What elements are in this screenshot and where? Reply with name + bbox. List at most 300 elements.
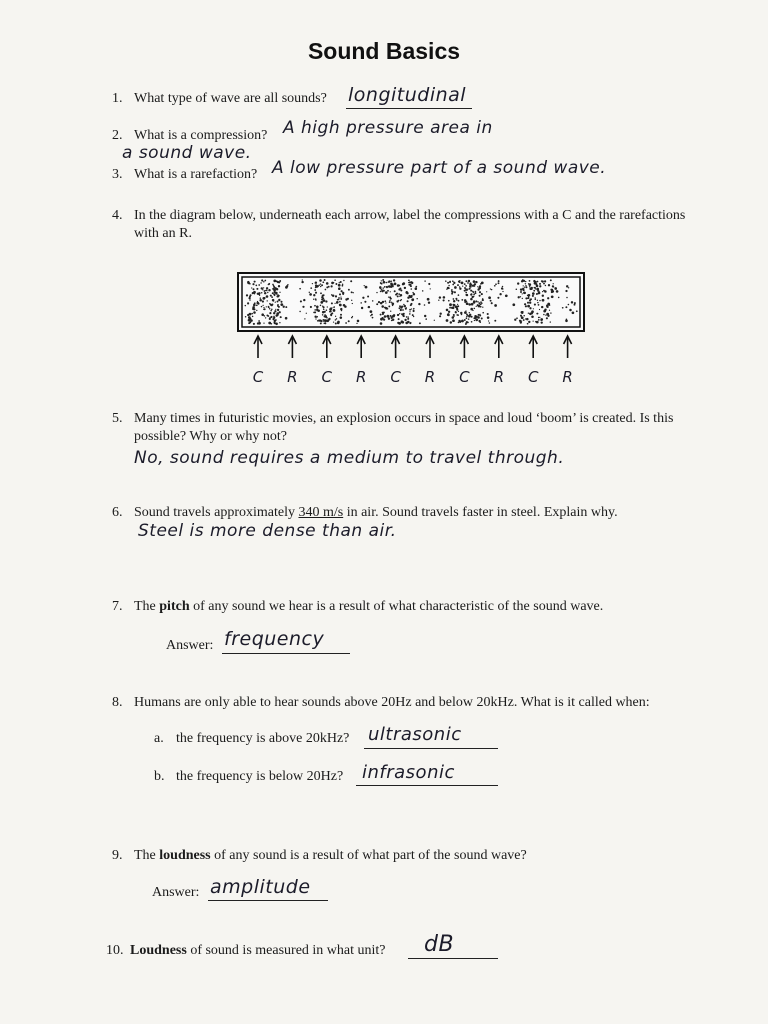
arrow-label: C xyxy=(321,368,333,386)
particle-dot xyxy=(272,284,274,286)
particle-dot xyxy=(252,308,254,310)
particle-dot xyxy=(489,322,491,324)
particle-dot xyxy=(338,287,341,290)
arrow-label: C xyxy=(459,368,470,386)
particle-dot xyxy=(331,302,333,304)
particle-dot xyxy=(378,301,380,303)
particle-dot xyxy=(446,289,447,290)
question-number: 9. xyxy=(112,848,123,863)
particle-dot xyxy=(342,293,344,295)
particle-dot xyxy=(376,303,378,305)
particle-dot xyxy=(269,303,271,305)
particle-dot xyxy=(462,285,463,286)
particle-dot xyxy=(413,310,415,312)
answer-line xyxy=(364,748,498,749)
particle-dot xyxy=(258,322,261,325)
particle-dot xyxy=(461,282,464,285)
particle-dot xyxy=(245,305,246,306)
particle-dot xyxy=(525,305,527,307)
particle-dot xyxy=(401,299,402,300)
particle-dot xyxy=(271,309,273,311)
particle-dot xyxy=(320,320,322,322)
particle-dot xyxy=(340,316,343,319)
particle-dot xyxy=(322,281,324,283)
particle-dot xyxy=(277,309,279,311)
particle-dot xyxy=(339,301,341,303)
particle-dot xyxy=(538,319,540,321)
particle-dot xyxy=(258,320,260,322)
particle-dot xyxy=(259,295,260,296)
arrow-label: C xyxy=(252,368,264,386)
particle-dot xyxy=(451,293,453,295)
particle-dot xyxy=(263,322,264,323)
particle-dot xyxy=(367,295,369,297)
particle-dot xyxy=(395,294,397,296)
question-text: Many times in futuristic movies, an explosion occurs in space and loud ‘boom’ is created. Is this xyxy=(134,411,674,426)
particle-dot xyxy=(302,279,303,280)
particle-dot xyxy=(264,315,266,317)
particle-dot xyxy=(458,322,460,324)
particle-dot xyxy=(394,283,397,286)
particle-dot xyxy=(539,283,541,285)
particle-dot xyxy=(263,307,264,308)
particle-dot xyxy=(324,279,326,281)
particle-dot xyxy=(413,308,414,309)
particle-dot xyxy=(364,301,366,303)
particle-dot xyxy=(267,300,268,301)
particle-dot xyxy=(408,280,410,282)
particle-dot xyxy=(365,286,368,289)
particle-dot xyxy=(449,281,451,283)
particle-dot xyxy=(499,293,501,295)
particle-dot xyxy=(368,306,370,308)
sound-wave-diagram xyxy=(237,272,585,332)
particle-dot xyxy=(533,290,535,292)
particle-dot xyxy=(470,293,472,295)
particle-dot xyxy=(501,287,503,289)
question-text: the frequency is below 20Hz? xyxy=(176,769,344,784)
particle-dot xyxy=(253,304,256,307)
particle-dot xyxy=(269,308,271,310)
question-number: 2. xyxy=(112,128,123,143)
arrow-label: R xyxy=(287,368,298,386)
particle-dot xyxy=(469,285,472,288)
particle-dot xyxy=(523,280,525,282)
particle-dot xyxy=(325,300,327,302)
particle-dot xyxy=(312,283,313,284)
particle-dot xyxy=(391,320,393,322)
particle-dot xyxy=(475,318,478,321)
particle-dot xyxy=(391,302,392,303)
particle-dot xyxy=(303,299,305,301)
particle-dot xyxy=(475,291,477,293)
particle-dot xyxy=(473,292,474,293)
particle-dot xyxy=(438,300,439,301)
particle-dot xyxy=(407,316,408,317)
particle-dot xyxy=(402,282,405,285)
particle-dot xyxy=(440,313,442,315)
particle-dot xyxy=(481,282,484,285)
particle-dot xyxy=(326,317,328,319)
particle-dot xyxy=(464,311,467,314)
particle-dot xyxy=(279,292,280,293)
particle-dot xyxy=(449,303,452,306)
particle-dot xyxy=(320,286,321,287)
particle-dot xyxy=(452,319,455,322)
particle-dot xyxy=(299,288,301,290)
particle-dot xyxy=(382,290,383,291)
particle-dot xyxy=(246,294,248,296)
answer-8a: ultrasonic xyxy=(368,724,462,745)
particle-dot xyxy=(252,283,254,285)
particle-dot xyxy=(323,309,325,311)
particle-dot xyxy=(278,285,280,287)
particle-dot xyxy=(266,314,268,316)
particle-dot xyxy=(539,309,540,310)
question-text: The xyxy=(134,599,160,614)
particle-dot xyxy=(523,319,525,321)
particle-dot xyxy=(453,300,455,302)
particle-dot xyxy=(539,285,541,287)
particle-dot xyxy=(537,288,539,290)
particle-dot xyxy=(268,306,270,308)
particle-dot xyxy=(322,314,323,315)
question-number: 3. xyxy=(112,167,123,182)
particle-dot xyxy=(452,280,454,282)
particle-dot xyxy=(448,285,450,287)
particle-dot xyxy=(482,298,484,300)
particle-dot xyxy=(320,305,322,307)
particle-dot xyxy=(410,285,412,287)
particle-dot xyxy=(525,285,527,287)
particle-dot xyxy=(382,279,384,281)
particle-dot xyxy=(337,322,340,325)
page-title: Sound Basics xyxy=(307,38,461,64)
particle-dot xyxy=(428,283,430,285)
particle-dot xyxy=(278,306,280,308)
particle-dot xyxy=(466,321,468,323)
particle-dot xyxy=(389,301,391,303)
particle-dot xyxy=(275,319,277,321)
particle-dot xyxy=(448,300,450,302)
particle-dot xyxy=(466,302,469,305)
particle-dot xyxy=(277,281,279,283)
particle-dot xyxy=(553,283,554,284)
particle-dot xyxy=(266,306,267,307)
particle-dot xyxy=(341,290,343,292)
particle-dot xyxy=(571,301,573,303)
particle-dot xyxy=(530,287,533,290)
particle-dot xyxy=(520,321,522,323)
particle-dot xyxy=(488,320,489,321)
particle-dot xyxy=(304,318,305,319)
particle-dot xyxy=(544,308,546,310)
particle-dot xyxy=(356,323,357,324)
particle-dot xyxy=(261,306,262,307)
particle-dot xyxy=(528,313,529,314)
particle-dot xyxy=(498,282,500,284)
particle-dot xyxy=(521,320,522,321)
particle-dot xyxy=(447,313,450,316)
particle-dot xyxy=(458,311,459,312)
particle-dot xyxy=(542,295,544,297)
particle-dot xyxy=(457,284,459,286)
particle-dot xyxy=(262,305,263,306)
particle-dot xyxy=(333,309,336,312)
particle-dot xyxy=(470,304,472,306)
particle-dot xyxy=(522,311,524,313)
particle-dot xyxy=(533,280,535,282)
particle-dot xyxy=(468,318,470,320)
question-9 xyxy=(112,847,527,865)
particle-dot xyxy=(459,286,460,287)
particle-dot xyxy=(390,298,392,300)
particle-dot xyxy=(376,292,377,293)
particle-dot xyxy=(324,315,326,317)
particle-dot xyxy=(527,323,529,325)
particle-dot xyxy=(410,288,412,290)
particle-dot xyxy=(402,309,404,311)
particle-dot xyxy=(469,312,470,313)
particle-dot xyxy=(260,282,261,283)
particle-dot xyxy=(372,300,374,302)
particle-dot xyxy=(248,316,251,319)
arrow-label: R xyxy=(493,368,505,386)
particle-dot xyxy=(505,294,508,297)
particle-dot xyxy=(498,280,500,282)
particle-dot xyxy=(451,289,452,290)
particle-dot xyxy=(387,308,389,310)
question-number: 10. xyxy=(106,943,124,958)
particle-dot xyxy=(380,318,383,321)
particle-dot xyxy=(527,305,530,308)
particle-dot xyxy=(272,288,274,290)
particle-dot xyxy=(537,300,538,301)
particle-dot xyxy=(364,285,365,286)
particle-dot xyxy=(407,318,409,320)
particle-dot xyxy=(550,312,551,313)
particle-dot xyxy=(471,321,473,323)
answer-1: longitudinal xyxy=(348,84,467,106)
particle-dot xyxy=(461,314,463,316)
particle-dot xyxy=(380,282,381,283)
particle-dot xyxy=(385,302,386,303)
answer-line xyxy=(208,900,328,901)
particle-dot xyxy=(454,291,456,293)
particle-dot xyxy=(534,298,536,300)
particle-dot xyxy=(258,284,260,286)
particle-dot xyxy=(251,287,252,288)
particle-dot xyxy=(459,288,461,290)
particle-dot xyxy=(256,310,257,311)
particle-dot xyxy=(452,316,455,319)
particle-dot xyxy=(454,286,457,289)
particle-dot xyxy=(261,292,263,294)
particle-dot xyxy=(456,309,458,311)
particle-dot xyxy=(415,286,417,288)
particle-dot xyxy=(464,287,466,289)
particle-dot xyxy=(502,291,503,292)
particle-dot xyxy=(279,322,280,323)
question-number: 4. xyxy=(112,208,123,223)
particle-dot xyxy=(490,300,492,302)
particle-dot xyxy=(478,314,480,316)
particle-dot xyxy=(523,285,524,286)
particle-dot xyxy=(538,304,540,306)
particle-dot xyxy=(372,317,374,319)
particle-dot xyxy=(428,301,430,303)
particle-dot xyxy=(352,303,353,304)
particle-dot xyxy=(539,317,540,318)
particle-dot xyxy=(325,289,327,291)
question-3 xyxy=(112,166,257,184)
particle-dot xyxy=(264,292,266,294)
particle-dot xyxy=(458,300,460,302)
particle-dot xyxy=(452,284,454,286)
question-text: What is a compression? xyxy=(134,128,268,143)
particle-dot xyxy=(283,306,285,308)
particle-dot xyxy=(520,288,522,290)
particle-dot xyxy=(328,319,330,321)
particle-dot xyxy=(481,318,483,320)
particle-dot xyxy=(351,300,352,301)
particle-dot xyxy=(314,309,316,311)
particle-dot xyxy=(316,310,318,312)
particle-dot xyxy=(271,296,273,298)
particle-dot xyxy=(335,295,337,297)
sub-question-label: b. xyxy=(154,769,165,784)
particle-dot xyxy=(275,301,276,302)
particle-dot xyxy=(491,302,493,304)
particle-dot xyxy=(384,286,386,288)
answer-label: Answer: xyxy=(166,638,214,653)
particle-dot xyxy=(534,304,536,306)
particle-dot xyxy=(253,311,256,314)
particle-dot xyxy=(340,298,342,300)
particle-dot xyxy=(471,316,473,318)
particle-dot xyxy=(285,317,288,320)
particle-dot xyxy=(301,281,303,283)
particle-dot xyxy=(467,315,468,316)
particle-dot xyxy=(340,314,342,316)
particle-dot xyxy=(336,318,337,319)
particle-dot xyxy=(409,313,411,315)
particle-dot xyxy=(546,313,549,316)
particle-dot xyxy=(541,319,542,320)
particle-dot xyxy=(481,293,483,295)
particle-dot xyxy=(455,311,457,313)
particle-dot xyxy=(525,318,526,319)
particle-dot xyxy=(256,288,258,290)
particle-dot xyxy=(408,282,409,283)
particle-dot xyxy=(310,287,312,289)
question-1 xyxy=(112,90,327,108)
particle-dot xyxy=(478,317,480,319)
particle-dot xyxy=(494,285,496,287)
answer-7: frequency xyxy=(224,628,325,650)
particle-dot xyxy=(452,306,455,309)
particle-dot xyxy=(392,305,394,307)
particle-dot xyxy=(338,284,341,287)
particle-dot xyxy=(264,280,266,282)
particle-dot xyxy=(495,283,497,285)
answer-10: dB xyxy=(424,932,455,957)
particle-dot xyxy=(268,284,269,285)
particle-dot xyxy=(531,316,534,319)
particle-dot xyxy=(306,313,307,314)
particle-dot xyxy=(302,306,304,308)
particle-dot xyxy=(549,310,550,311)
particle-dot xyxy=(253,288,255,290)
particle-dot xyxy=(345,322,347,324)
particle-dot xyxy=(416,298,417,299)
particle-dot xyxy=(465,294,467,296)
particle-dot xyxy=(334,279,336,281)
particle-dot xyxy=(537,281,539,283)
particle-dot xyxy=(474,308,476,310)
particle-dot xyxy=(525,283,526,284)
particle-dot xyxy=(323,299,326,302)
particle-dot xyxy=(528,294,529,295)
particle-dot xyxy=(273,316,275,318)
particle-dot xyxy=(517,282,519,284)
particle-dot xyxy=(382,313,384,315)
particle-dot xyxy=(339,293,341,295)
particle-dot xyxy=(473,296,474,297)
particle-dot xyxy=(315,292,317,294)
particle-dot xyxy=(247,314,249,316)
particle-dot xyxy=(269,317,270,318)
particle-dot xyxy=(497,297,499,299)
particle-dot xyxy=(434,320,435,321)
particle-dot xyxy=(329,308,332,311)
question-text: Sound travels approximately xyxy=(134,505,299,520)
particle-dot xyxy=(439,296,441,298)
particle-dot xyxy=(320,301,323,304)
particle-dot xyxy=(299,311,300,312)
particle-dot xyxy=(478,287,481,290)
particle-dot xyxy=(398,314,399,315)
particle-dot xyxy=(342,283,344,285)
question-text: What is a rarefaction? xyxy=(134,167,258,182)
question-5 xyxy=(112,410,673,428)
particle-dot xyxy=(400,306,402,308)
particle-dot xyxy=(486,291,487,292)
particle-dot xyxy=(537,313,539,315)
particle-dot xyxy=(536,321,539,324)
particle-dot xyxy=(265,317,266,318)
particle-dot xyxy=(522,298,523,299)
particle-dot xyxy=(411,308,412,309)
particle-dot xyxy=(544,280,546,282)
answer-3: A low pressure part of a sound wave. xyxy=(272,158,607,178)
particle-dot xyxy=(541,321,543,323)
question-number: 7. xyxy=(112,599,123,614)
particle-dot xyxy=(409,322,411,324)
particle-dot xyxy=(523,292,526,295)
particle-dot xyxy=(549,304,551,306)
particle-dot xyxy=(470,290,472,292)
particle-dot xyxy=(387,290,389,292)
particle-dot xyxy=(386,282,388,284)
question-text: of any sound we hear is a result of what characteristic of the sound wave. xyxy=(189,599,604,614)
question-4-continued: with an R. xyxy=(134,226,192,241)
particle-dot xyxy=(409,309,411,311)
particle-dot xyxy=(473,294,475,296)
answer-8b: infrasonic xyxy=(362,762,455,783)
particle-dot xyxy=(285,306,287,308)
question-text: of sound is measured in what unit? xyxy=(186,943,386,958)
